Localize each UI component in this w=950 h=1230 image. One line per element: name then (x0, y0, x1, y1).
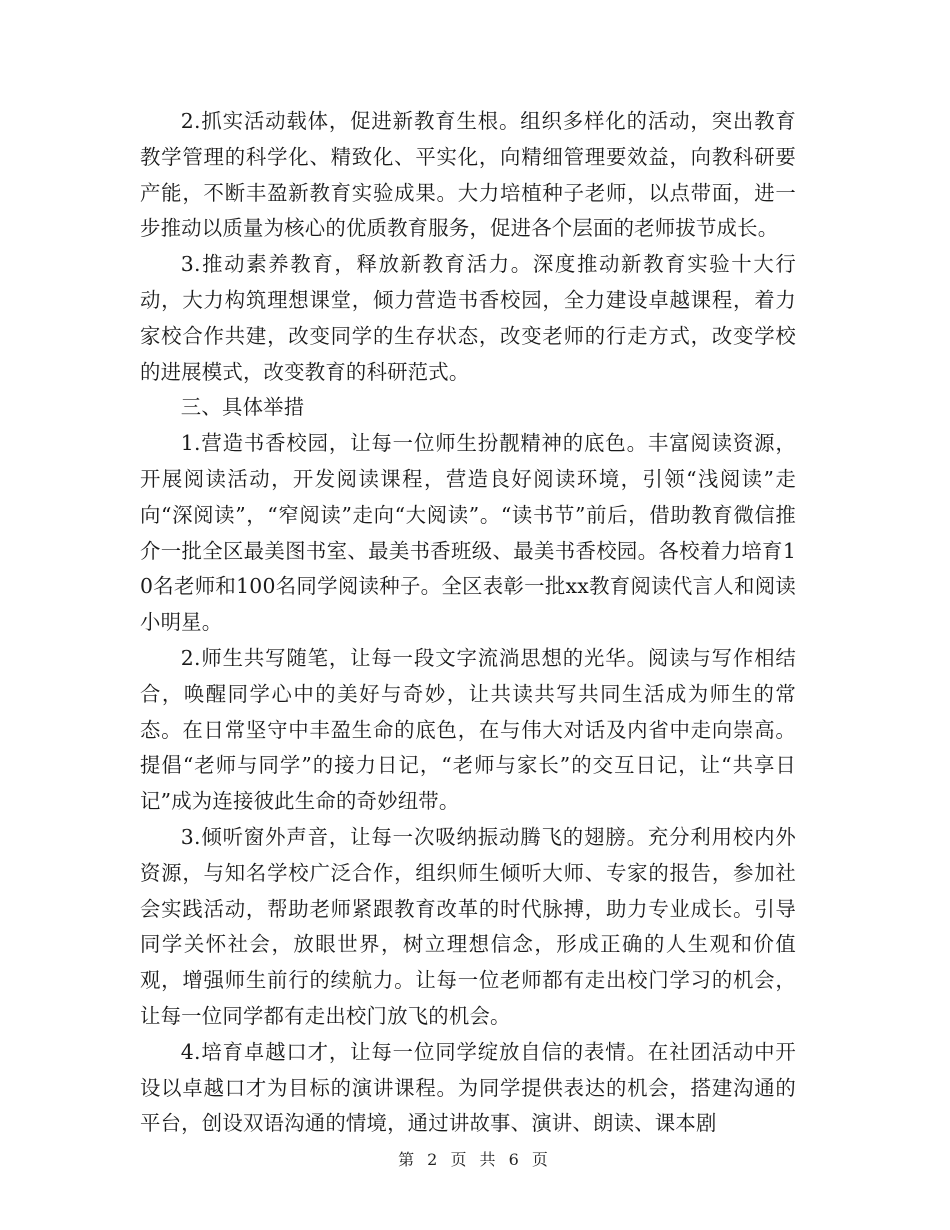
document-body (140, 104, 796, 1142)
page-number-footer: 第 2 页 共 6 页 (398, 1150, 552, 1169)
section-heading-measures: 三、具体举措 (180, 395, 305, 420)
paragraph-goal-2: 2.抓实活动载体，促进新教育生根。组织多样化的活动，突出教育教学管理的科学化、精致化、平实化，向精细管理要效益，向教科研要产能，不断丰盈新教育实验成果。大力培植种子老师，以点带面，进一步推动以质量为核心的优质教育服务，促进各个层面的老师拔节成长。 (140, 109, 796, 241)
paragraph-measure-1: 1.营造书香校园，让每一位师生扮靓精神的底色。丰富阅读资源，开展阅读活动，开发阅读课程，营造良好阅读环境，引领“浅阅读”走向“深阅读”，“窄阅读”走向“大阅读”。“读书节”前后，借助教育微信推介一批全区最美图书室、最美书香班级、最美书香校园。各校着力培育10名老师和100名同学阅读种子。全区表彰一批xx教育阅读代言人和阅读小明星。 (140, 431, 796, 635)
paragraph-measure-2: 2.师生共写随笔，让每一段文字流淌思想的光华。阅读与写作相结合，唤醒同学心中的美好与奇妙，让共读共写共同生活成为师生的常态。在日常坚守中丰盈生命的底色，在与伟大对话及内省中走向崇高。提倡“老师与同学”的接力日记，“老师与家长”的交互日记，让“共享日记”成为连接彼此生命的奇妙纽带。 (140, 645, 796, 814)
paragraph-measure-3: 3.倾听窗外声音，让每一次吸纳振动腾飞的翅膀。充分利用校内外资源，与知名学校广泛合作，组织师生倾听大师、专家的报告，参加社会实践活动，帮助老师紧跟教育改革的时代脉搏，助力专业成长。引导同学关怀社会，放眼世界，树立理想信念，形成正确的人生观和价值观，增强师生前行的续航力。让每一位老师都有走出校门学习的机会，让每一位同学都有走出校门放飞的机会。 (140, 824, 796, 1028)
paragraph-measure-4: 4.培育卓越口才，让每一位同学绽放自信的表情。在社团活动中开设以卓越口才为目标的演讲课程。为同学提供表达的机会，搭建沟通的平台，创设双语沟通的情境，通过讲故事、演讲、朗读、课本剧 (140, 1039, 796, 1136)
paragraph-goal-3: 3.推动素养教育，释放新教育活力。深度推动新教育实验十大行动，大力构筑理想课堂，倾力营造书香校园，全力建设卓越课程，着力家校合作共建，改变同学的生存状态，改变老师的行走方式，改变学校的进展模式，改变教育的科研范式。 (140, 252, 796, 384)
